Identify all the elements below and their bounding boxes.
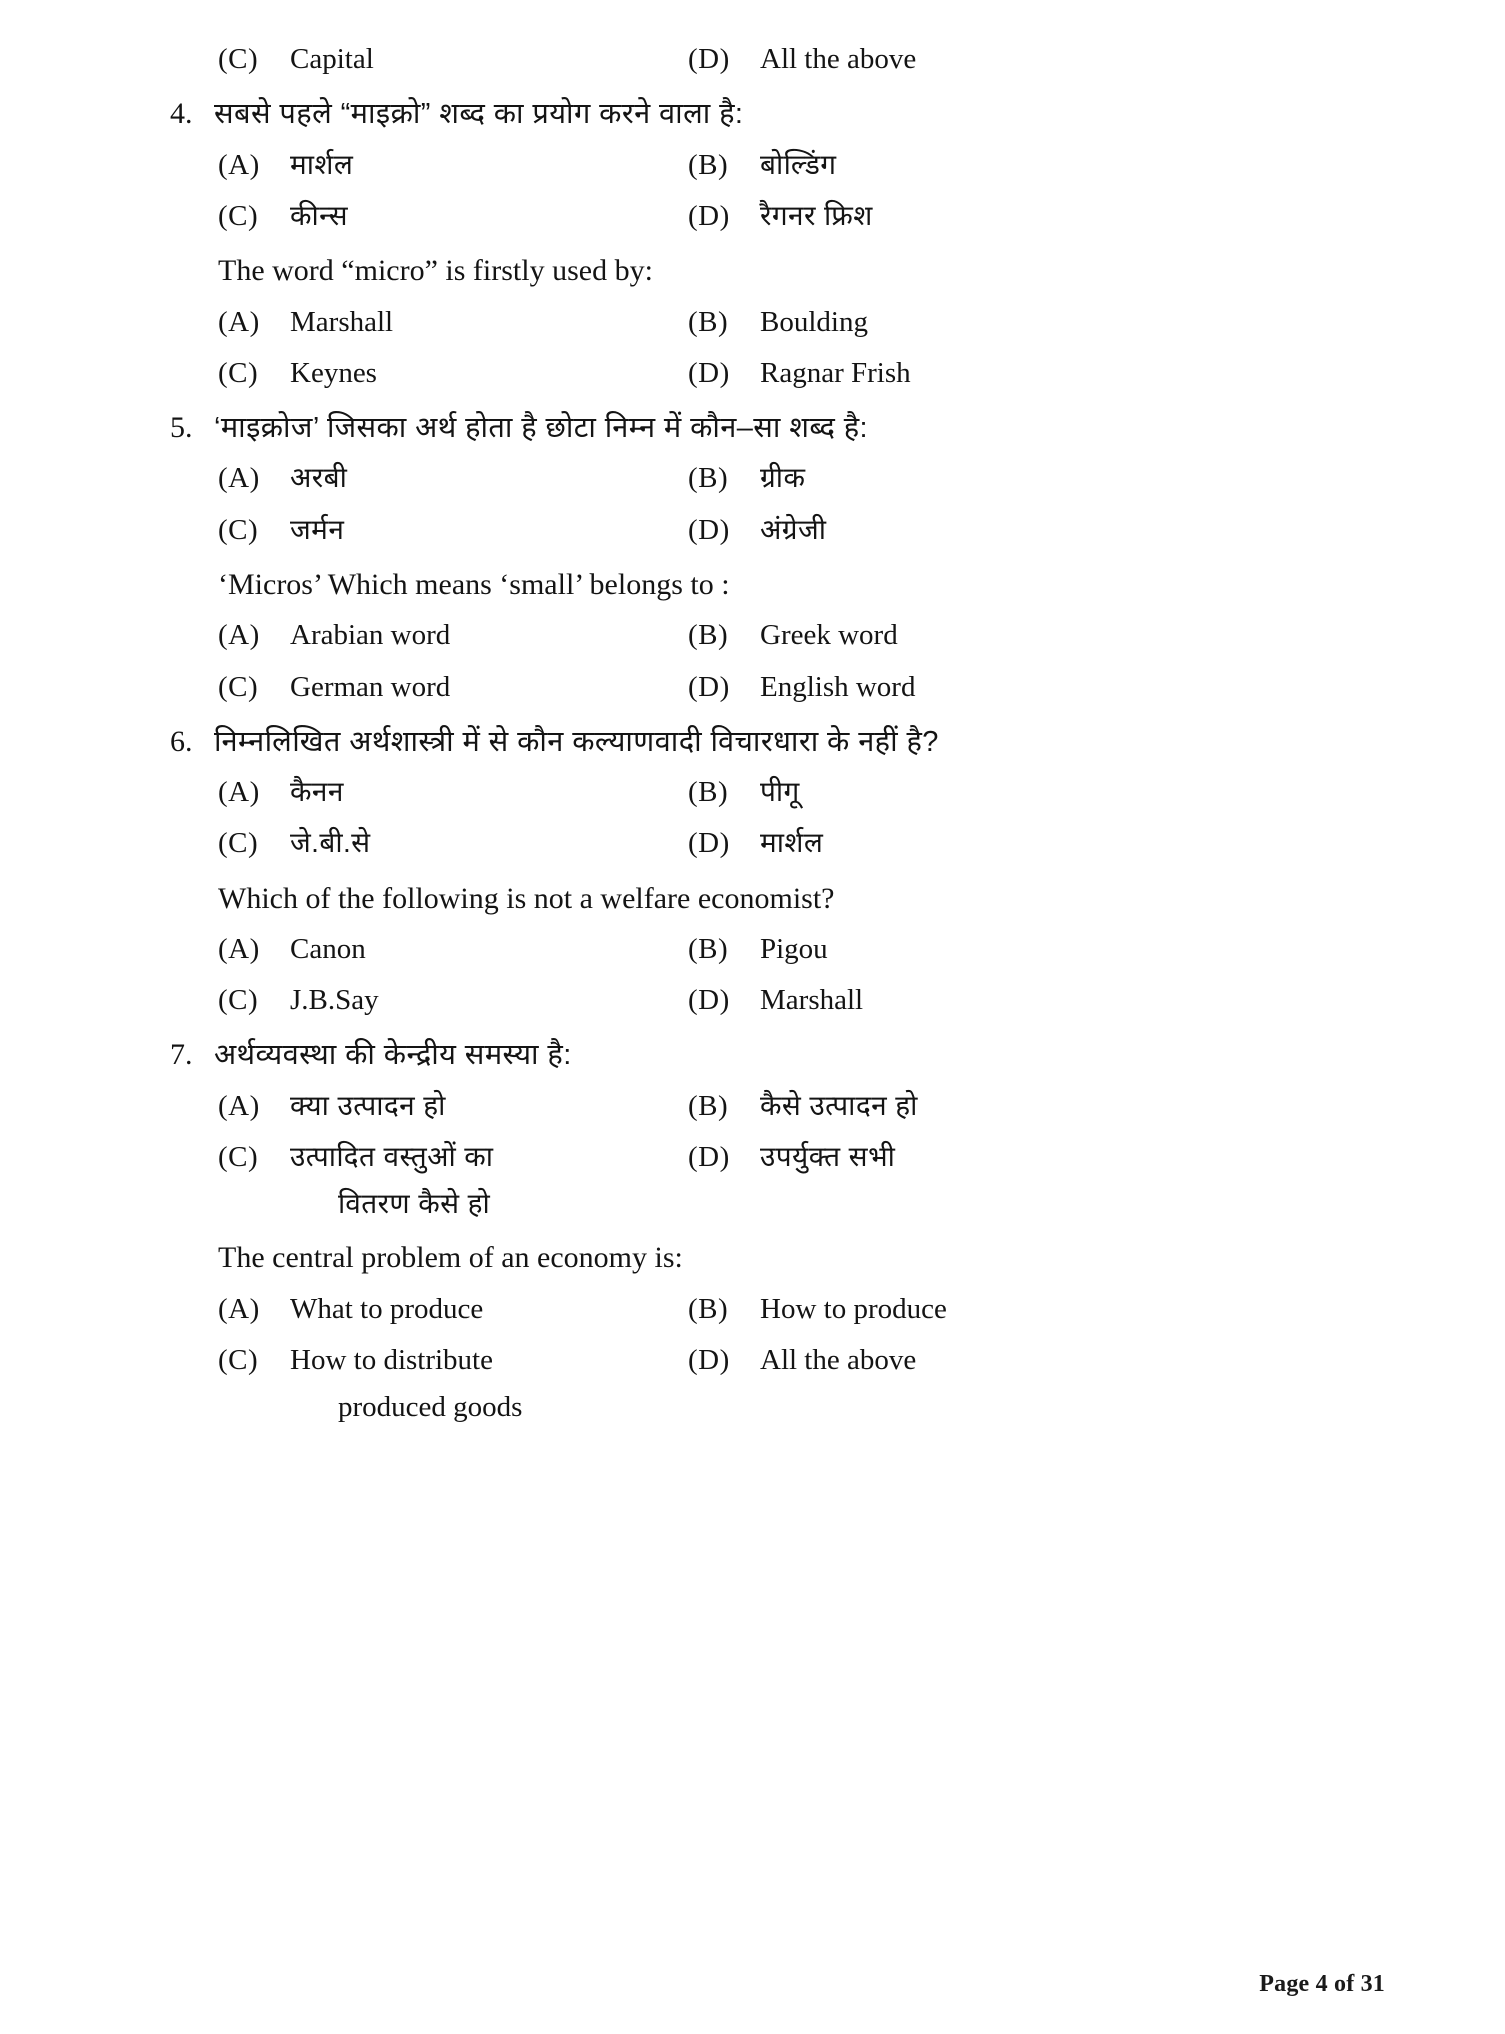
option-c-continuation: वितरण कैसे हो: [338, 1188, 491, 1220]
option-row: [218, 824, 1385, 863]
option-label: (B): [688, 148, 729, 181]
option-c[interactable]: [218, 824, 688, 863]
option-text: German word: [290, 670, 451, 703]
options-hindi: [218, 773, 1385, 863]
option-d: [688, 40, 1385, 79]
option-text: मार्शल: [290, 148, 354, 180]
option-text: How to produce: [760, 1292, 947, 1325]
option-label: (C): [218, 670, 259, 703]
option-text: J.B.Say: [290, 984, 379, 1017]
option-b[interactable]: [688, 1087, 1385, 1126]
option-text: How to distribute: [290, 1343, 493, 1376]
option-label: (A): [218, 1292, 260, 1325]
option-b[interactable]: [688, 616, 1385, 655]
option-row: [218, 511, 1385, 550]
option-c: [218, 40, 688, 79]
option-c[interactable]: [218, 197, 688, 236]
option-label: (D): [688, 199, 730, 232]
option-b[interactable]: [688, 1290, 1385, 1329]
option-text: कैसे उत्पादन हो: [760, 1089, 918, 1121]
question-5: [170, 407, 1385, 707]
option-label: (D): [688, 670, 730, 703]
option-text: मार्शल: [760, 827, 824, 859]
option-row: [218, 1138, 1385, 1177]
option-row: [218, 303, 1385, 342]
option-text: Greek word: [760, 619, 898, 652]
option-c[interactable]: [218, 354, 688, 393]
option-c[interactable]: [218, 511, 688, 550]
option-label: (B): [688, 933, 729, 966]
options-english: [218, 930, 1385, 1020]
option-row: [218, 1290, 1385, 1329]
option-label: (C): [218, 827, 259, 860]
option-text: What to produce: [290, 1292, 484, 1325]
option-label: (C): [218, 1141, 259, 1174]
option-d[interactable]: [688, 197, 1385, 236]
option-text: उपर्युक्त सभी: [760, 1141, 896, 1173]
option-label: (D): [688, 1141, 730, 1174]
question-number: 4.: [170, 97, 193, 131]
option-row: [218, 1087, 1385, 1126]
option-d[interactable]: [688, 511, 1385, 550]
option-row: [218, 773, 1385, 812]
options-hindi: [218, 146, 1385, 236]
option-b[interactable]: [688, 303, 1385, 342]
option-label: (D): [688, 827, 730, 860]
options-english: [218, 616, 1385, 706]
option-a[interactable]: [218, 303, 688, 342]
option-label: (B): [688, 1089, 729, 1122]
option-label: (D): [688, 356, 730, 389]
option-row: [218, 668, 1385, 707]
option-text: कैनन: [290, 776, 344, 808]
option-label: (D): [688, 43, 730, 75]
option-d[interactable]: [688, 1138, 1385, 1177]
option-text: Marshall: [760, 984, 864, 1017]
option-d[interactable]: [688, 668, 1385, 707]
options-hindi: [218, 459, 1385, 549]
option-label: (D): [688, 984, 730, 1017]
question-number: 5.: [170, 410, 193, 444]
option-d[interactable]: [688, 981, 1385, 1020]
option-text: Pigou: [760, 933, 828, 966]
option-a[interactable]: [218, 773, 688, 812]
option-a[interactable]: [218, 1087, 688, 1126]
question-stem-english: The word “micro” is firstly used by:: [218, 254, 653, 288]
option-b[interactable]: [688, 459, 1385, 498]
question-number: 6.: [170, 724, 193, 758]
carryover-options: [218, 40, 1385, 79]
option-text: कीन्स: [290, 199, 348, 231]
question-stem-english: ‘Micros’ Which means ‘small’ belongs to :: [218, 567, 730, 601]
question-stem-hindi: [170, 1034, 1385, 1077]
option-text: उत्पादित वस्तुओं का: [290, 1141, 494, 1173]
question-text: ‘माइक्रोज’ जिसका अर्थ होता है छोटा निम्न में कौन–सा शब्द है:: [214, 411, 868, 444]
option-text: ग्रीक: [760, 462, 806, 494]
option-row: [218, 146, 1385, 185]
option-a[interactable]: [218, 1290, 688, 1329]
option-text: English word: [760, 670, 916, 703]
option-text: जे.बी.से: [290, 827, 371, 859]
option-row: [218, 981, 1385, 1020]
option-d[interactable]: [688, 824, 1385, 863]
question-stem-hindi: [170, 93, 1385, 136]
option-a[interactable]: [218, 146, 688, 185]
page-footer: Page 4 of 31: [1259, 1971, 1385, 1997]
option-row: [218, 616, 1385, 655]
option-text: Capital: [290, 43, 374, 75]
option-text: क्या उत्पादन हो: [290, 1089, 446, 1121]
option-label: (B): [688, 619, 729, 652]
option-text: Marshall: [290, 305, 394, 338]
option-label: (B): [688, 1292, 729, 1325]
question-text: सबसे पहले “माइक्रो” शब्द का प्रयोग करने वाला है:: [214, 98, 744, 131]
option-c[interactable]: [218, 981, 688, 1020]
option-label: (D): [688, 1343, 730, 1376]
option-row: [218, 930, 1385, 969]
option-text: Keynes: [290, 356, 377, 389]
option-c[interactable]: [218, 1138, 688, 1177]
option-row: [218, 1341, 1385, 1380]
option-label: (D): [688, 513, 730, 546]
option-text: बोल्डिंग: [760, 148, 837, 180]
option-label: (C): [218, 356, 259, 389]
option-label: (A): [218, 148, 260, 181]
option-text: पीगू: [760, 776, 800, 808]
option-text: अंग्रेजी: [760, 513, 827, 545]
option-label: (A): [218, 933, 260, 966]
option-text: Ragnar Frish: [760, 356, 911, 389]
option-label: (C): [218, 513, 259, 546]
option-text: Arabian word: [290, 619, 451, 652]
option-label: (B): [688, 776, 729, 809]
option-a[interactable]: [218, 616, 688, 655]
option-label: (C): [218, 984, 259, 1017]
option-d[interactable]: [688, 354, 1385, 393]
option-a[interactable]: [218, 459, 688, 498]
option-b[interactable]: [688, 930, 1385, 969]
option-label: (A): [218, 1089, 260, 1122]
option-text: अरबी: [290, 462, 348, 494]
option-label: (C): [218, 43, 259, 75]
question-text: अर्थव्यवस्था की केन्द्रीय समस्या है:: [214, 1039, 572, 1072]
option-row: [218, 354, 1385, 393]
option-text: All the above: [760, 1343, 917, 1376]
option-label: (B): [688, 305, 729, 338]
option-label: (A): [218, 462, 260, 495]
question-text: निम्नलिखित अर्थशास्त्री में से कौन कल्याणवादी विचारधारा के नहीं है?: [214, 725, 939, 758]
option-a[interactable]: [218, 930, 688, 969]
option-text: All the above: [760, 43, 917, 75]
question-number: 7.: [170, 1038, 193, 1072]
question-4: [170, 93, 1385, 393]
option-row: [218, 40, 1385, 79]
option-row: [218, 197, 1385, 236]
question-7: [170, 1034, 1385, 1427]
question-6: [170, 721, 1385, 1021]
option-c-continuation: produced goods: [338, 1390, 523, 1423]
option-label: (B): [688, 462, 729, 495]
option-text: रैगनर फ्रिश: [760, 199, 873, 231]
options-english: [218, 303, 1385, 393]
option-row: [218, 459, 1385, 498]
option-label: (A): [218, 619, 260, 652]
option-c[interactable]: [218, 1341, 688, 1380]
option-d[interactable]: [688, 1341, 1385, 1380]
option-c[interactable]: [218, 668, 688, 707]
question-stem-english: Which of the following is not a welfare economist?: [218, 881, 835, 915]
option-b[interactable]: [688, 146, 1385, 185]
question-stem-hindi: [170, 407, 1385, 450]
option-label: (C): [218, 1343, 259, 1376]
option-label: (A): [218, 776, 260, 809]
option-text: Canon: [290, 933, 366, 966]
option-label: (A): [218, 305, 260, 338]
options-hindi: [218, 1087, 1385, 1223]
option-text: Boulding: [760, 305, 868, 338]
question-stem-english: The central problem of an economy is:: [218, 1241, 683, 1275]
option-b[interactable]: [688, 773, 1385, 812]
option-text: जर्मन: [290, 513, 345, 545]
question-stem-hindi: [170, 721, 1385, 764]
option-label: (C): [218, 199, 259, 232]
options-english: [218, 1290, 1385, 1427]
